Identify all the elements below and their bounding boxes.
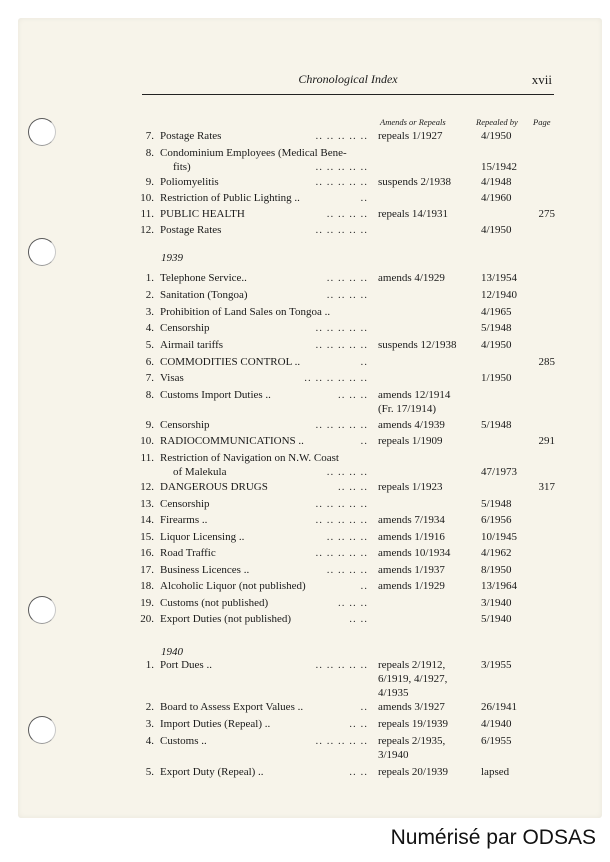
repealed-by-cell: 15/1942: [481, 161, 518, 173]
row-number: 5.: [145, 339, 154, 351]
row-title: [160, 497, 372, 511]
row-title: [160, 579, 372, 593]
repealed-by-cell: 4/1950: [481, 339, 512, 351]
column-header-repealed-by: Repealed by: [476, 117, 518, 127]
row-title-line: Export Duty (Repeal) ..: [160, 766, 264, 778]
row-title-line: Telephone Service..: [160, 272, 247, 284]
row-number: 8.: [145, 147, 154, 159]
column-header-page: Page: [533, 117, 551, 127]
row-number: 4.: [145, 735, 154, 747]
leader-dots: .. .. .. .. ..: [315, 322, 368, 334]
row-title: [160, 175, 372, 189]
row-number: 14.: [140, 514, 154, 526]
leader-dots: .. .. .. .. ..: [315, 130, 368, 142]
repealed-by-cell: 13/1964: [481, 580, 518, 592]
row-title-line: Censorship: [160, 419, 210, 431]
repealed-by-cell: 5/1940: [481, 613, 512, 625]
leader-dots: ..: [360, 580, 368, 592]
amends-line: repeals 1/1927: [378, 130, 443, 142]
row-number: 1.: [145, 659, 154, 671]
row-title-continuation: fits): [160, 161, 193, 173]
amends-line: amends 4/1929: [378, 272, 445, 284]
leader-dots: .. .. .. ..: [326, 208, 368, 220]
row-title-line: Postage Rates: [160, 130, 222, 142]
row-title: [160, 480, 372, 494]
row-title: [160, 207, 372, 221]
row-title: [160, 546, 372, 560]
row-title-line: Firearms ..: [160, 514, 208, 526]
repealed-by-cell: 4/1962: [481, 547, 512, 559]
row-title: [160, 321, 372, 335]
leader-dots: .. .. .. ..: [326, 564, 368, 576]
leader-dots: .. .. .. .. ..: [315, 735, 368, 747]
row-title-line: Import Duties (Repeal) ..: [160, 718, 271, 730]
row-number: 12.: [140, 224, 154, 236]
repealed-by-cell: 13/1954: [481, 272, 518, 284]
year-heading: 1940: [161, 646, 183, 658]
repealed-by-cell: 47/1973: [481, 466, 518, 478]
repealed-by-cell: 4/1965: [481, 306, 512, 318]
repealed-by-cell: 4/1950: [481, 130, 512, 142]
leader-dots: .. .. .. .. .. ..: [304, 372, 368, 384]
row-title-line: Road Traffic: [160, 547, 216, 559]
leader-dots: .. .. .. .. ..: [315, 339, 368, 351]
page-title: Chronological Index: [298, 72, 398, 86]
column-header-amends: Amends or Repeals: [380, 117, 446, 127]
repealed-by-cell: 6/1955: [481, 735, 512, 747]
amends-line: repeals 14/1931: [378, 208, 448, 220]
row-number: 13.: [140, 498, 154, 510]
row-title: [160, 288, 372, 302]
amends-line: amends 12/1914: [378, 389, 451, 401]
row-number: 5.: [145, 766, 154, 778]
amends-cell: [378, 271, 478, 285]
repealed-by-cell: 4/1950: [481, 224, 512, 236]
amends-line: repeals 1/1923: [378, 481, 443, 493]
row-number: 7.: [145, 372, 154, 384]
amends-cell: [378, 579, 478, 593]
repealed-by-cell: 10/1945: [481, 531, 518, 543]
binder-hole-3: [28, 596, 56, 624]
row-title: [160, 596, 372, 610]
page-header: [142, 72, 554, 95]
row-title-line: Alcoholic Liquor (not published): [160, 580, 306, 592]
amends-line: 6/1919, 4/1927,: [378, 673, 448, 685]
amends-cell: [378, 418, 478, 432]
row-title-line: Sanitation (Tongoa): [160, 289, 248, 301]
amends-cell: [378, 658, 478, 700]
amends-cell: [378, 175, 478, 189]
row-title: [160, 191, 372, 205]
repealed-by-cell: 5/1948: [481, 419, 512, 431]
amends-cell: [378, 700, 478, 714]
row-number: 11.: [140, 452, 154, 464]
repealed-by-cell: 3/1940: [481, 597, 512, 609]
row-number: 4.: [145, 322, 154, 334]
row-title: [160, 563, 372, 577]
amends-line: suspends 12/1938: [378, 339, 457, 351]
amends-cell: [378, 338, 478, 352]
row-title-line: Restriction of Navigation on N.W. Coast: [160, 452, 339, 464]
row-title: [160, 371, 372, 385]
row-number: 9.: [145, 419, 154, 431]
page-cell: 285: [538, 356, 555, 368]
amends-line: suspends 2/1938: [378, 176, 452, 188]
row-title: [160, 355, 372, 369]
repealed-by-cell: 5/1948: [481, 322, 512, 334]
row-number: 10.: [140, 192, 154, 204]
amends-line: 3/1940: [378, 749, 409, 761]
row-title-line: Airmail tariffs: [160, 339, 224, 351]
page-number: xvii: [531, 72, 552, 87]
row-number: 7.: [145, 130, 154, 142]
binder-hole-1: [28, 118, 56, 146]
repealed-by-cell: lapsed: [481, 766, 510, 778]
row-title-line: Visas: [160, 372, 184, 384]
row-number: 2.: [145, 701, 154, 713]
row-number: 8.: [145, 389, 154, 401]
row-number: 20.: [140, 613, 154, 625]
leader-dots: .. .. .. .. ..: [315, 176, 368, 188]
row-title: [160, 612, 372, 626]
page-cell: 275: [538, 208, 555, 220]
leader-dots: .. .. .. .. ..: [315, 659, 368, 671]
row-title-line: Poliomyelitis: [160, 176, 219, 188]
repealed-by-cell: 6/1956: [481, 514, 512, 526]
amends-cell: [378, 480, 478, 494]
amends-line: repeals 20/1939: [378, 766, 448, 778]
row-number: 9.: [145, 176, 154, 188]
amends-cell: [378, 434, 478, 448]
amends-line: amends 3/1927: [378, 701, 445, 713]
amends-line: amends 7/1934: [378, 514, 445, 526]
row-title: [160, 305, 372, 319]
row-title: [160, 658, 372, 672]
leader-dots: ..: [360, 435, 368, 447]
amends-cell: [378, 717, 478, 731]
amends-line: (Fr. 17/1914): [378, 403, 437, 415]
amends-cell: [378, 563, 478, 577]
row-title-line: RADIOCOMMUNICATIONS ..: [160, 435, 304, 447]
row-title: [160, 700, 372, 714]
row-title: [160, 717, 372, 731]
row-title: [160, 129, 372, 143]
leader-dots: .. .. ..: [338, 389, 368, 401]
row-title: [160, 146, 372, 174]
amends-cell: [378, 734, 478, 762]
leader-dots: .. .. .. .. ..: [315, 498, 368, 510]
leader-dots: .. ..: [349, 766, 368, 778]
page-cell: 291: [538, 435, 555, 447]
leader-dots: .. ..: [349, 613, 368, 625]
row-title-line: Customs ..: [160, 735, 207, 747]
row-title-line: Postage Rates: [160, 224, 222, 236]
repealed-by-cell: 26/1941: [481, 701, 518, 713]
row-title-continuation: of Malekula: [160, 466, 228, 478]
repealed-by-cell: 1/1950: [481, 372, 512, 384]
row-number: 6.: [145, 356, 154, 368]
amends-line: amends 1/1929: [378, 580, 445, 592]
row-number: 11.: [140, 208, 154, 220]
row-title: [160, 530, 372, 544]
digitized-watermark: Numérisé par ODSAS: [390, 826, 596, 849]
amends-cell: [378, 530, 478, 544]
row-title-line: Export Duties (not published): [160, 613, 292, 625]
row-title-line: Prohibition of Land Sales on Tongoa ..: [160, 306, 331, 318]
row-title: [160, 513, 372, 527]
row-number: 15.: [140, 531, 154, 543]
amends-line: repeals 2/1912,: [378, 659, 446, 671]
amends-line: amends 10/1934: [378, 547, 451, 559]
repealed-by-cell: 3/1955: [481, 659, 512, 671]
amends-line: repeals 1/1909: [378, 435, 443, 447]
row-title: [160, 338, 372, 352]
repealed-by-cell: 5/1948: [481, 498, 512, 510]
amends-line: amends 1/1937: [378, 564, 445, 576]
row-title-line: Port Dues ..: [160, 659, 212, 671]
leader-dots: ..: [360, 356, 368, 368]
row-title: [160, 451, 372, 479]
leader-dots: ..: [360, 701, 368, 713]
row-number: 3.: [145, 306, 154, 318]
row-title: [160, 734, 372, 748]
amends-line: repeals 19/1939: [378, 718, 448, 730]
row-title-line: Censorship: [160, 498, 210, 510]
repealed-by-cell: 4/1940: [481, 718, 512, 730]
row-number: 18.: [140, 580, 154, 592]
row-number: 3.: [145, 718, 154, 730]
year-heading: 1939: [161, 252, 183, 264]
amends-cell: [378, 765, 478, 779]
repealed-by-cell: 12/1940: [481, 289, 518, 301]
row-number: 16.: [140, 547, 154, 559]
repealed-by-cell: 4/1948: [481, 176, 512, 188]
row-title: [160, 434, 372, 448]
row-title-line: Condominium Employees (Medical Bene-: [160, 147, 347, 159]
amends-cell: [378, 513, 478, 527]
repealed-by-cell: 8/1950: [481, 564, 512, 576]
row-number: 17.: [140, 564, 154, 576]
amends-cell: [378, 207, 478, 221]
repealed-by-cell: 4/1960: [481, 192, 512, 204]
leader-dots: .. ..: [349, 718, 368, 730]
amends-cell: [378, 546, 478, 560]
leader-dots: ..: [360, 192, 368, 204]
row-title-line: Restriction of Public Lighting ..: [160, 192, 300, 204]
leader-dots: .. .. .. .. ..: [315, 547, 368, 559]
leader-dots: .. .. .. ..: [326, 272, 368, 284]
binder-hole-4: [28, 716, 56, 744]
amends-line: repeals 2/1935,: [378, 735, 446, 747]
leader-dots: .. .. .. ..: [326, 531, 368, 543]
row-title: [160, 388, 372, 402]
amends-cell: [378, 388, 478, 416]
row-title-line: Board to Assess Export Values ..: [160, 701, 304, 713]
amends-line: amends 4/1939: [378, 419, 445, 431]
row-title-line: Customs Import Duties ..: [160, 389, 271, 401]
row-title-line: DANGEROUS DRUGS: [160, 481, 268, 493]
binder-hole-2: [28, 238, 56, 266]
page-cell: 317: [538, 481, 555, 493]
row-number: 19.: [140, 597, 154, 609]
leader-dots: .. .. .. .. ..: [315, 514, 368, 526]
row-title-line: Customs (not published): [160, 597, 269, 609]
leader-dots: .. .. .. .. ..: [315, 419, 368, 431]
row-title-line: Censorship: [160, 322, 210, 334]
leader-dots: .. .. ..: [338, 597, 368, 609]
row-number: 1.: [145, 272, 154, 284]
leader-dots: .. .. .. .. ..: [315, 161, 368, 173]
row-title: [160, 765, 372, 779]
row-title-line: COMMODITIES CONTROL ..: [160, 356, 301, 368]
row-number: 2.: [145, 289, 154, 301]
row-title: [160, 223, 372, 237]
leader-dots: .. .. .. ..: [326, 466, 368, 478]
row-title: [160, 418, 372, 432]
row-title-line: PUBLIC HEALTH: [160, 208, 245, 220]
amends-line: 4/1935: [378, 687, 409, 699]
row-title: [160, 271, 372, 285]
row-number: 10.: [140, 435, 154, 447]
leader-dots: .. .. ..: [338, 481, 368, 493]
amends-line: amends 1/1916: [378, 531, 445, 543]
amends-cell: [378, 129, 478, 143]
leader-dots: .. .. .. ..: [326, 289, 368, 301]
row-number: 12.: [140, 481, 154, 493]
row-title-line: Liquor Licensing ..: [160, 531, 245, 543]
row-title-line: Business Licences ..: [160, 564, 250, 576]
leader-dots: .. .. .. .. ..: [315, 224, 368, 236]
